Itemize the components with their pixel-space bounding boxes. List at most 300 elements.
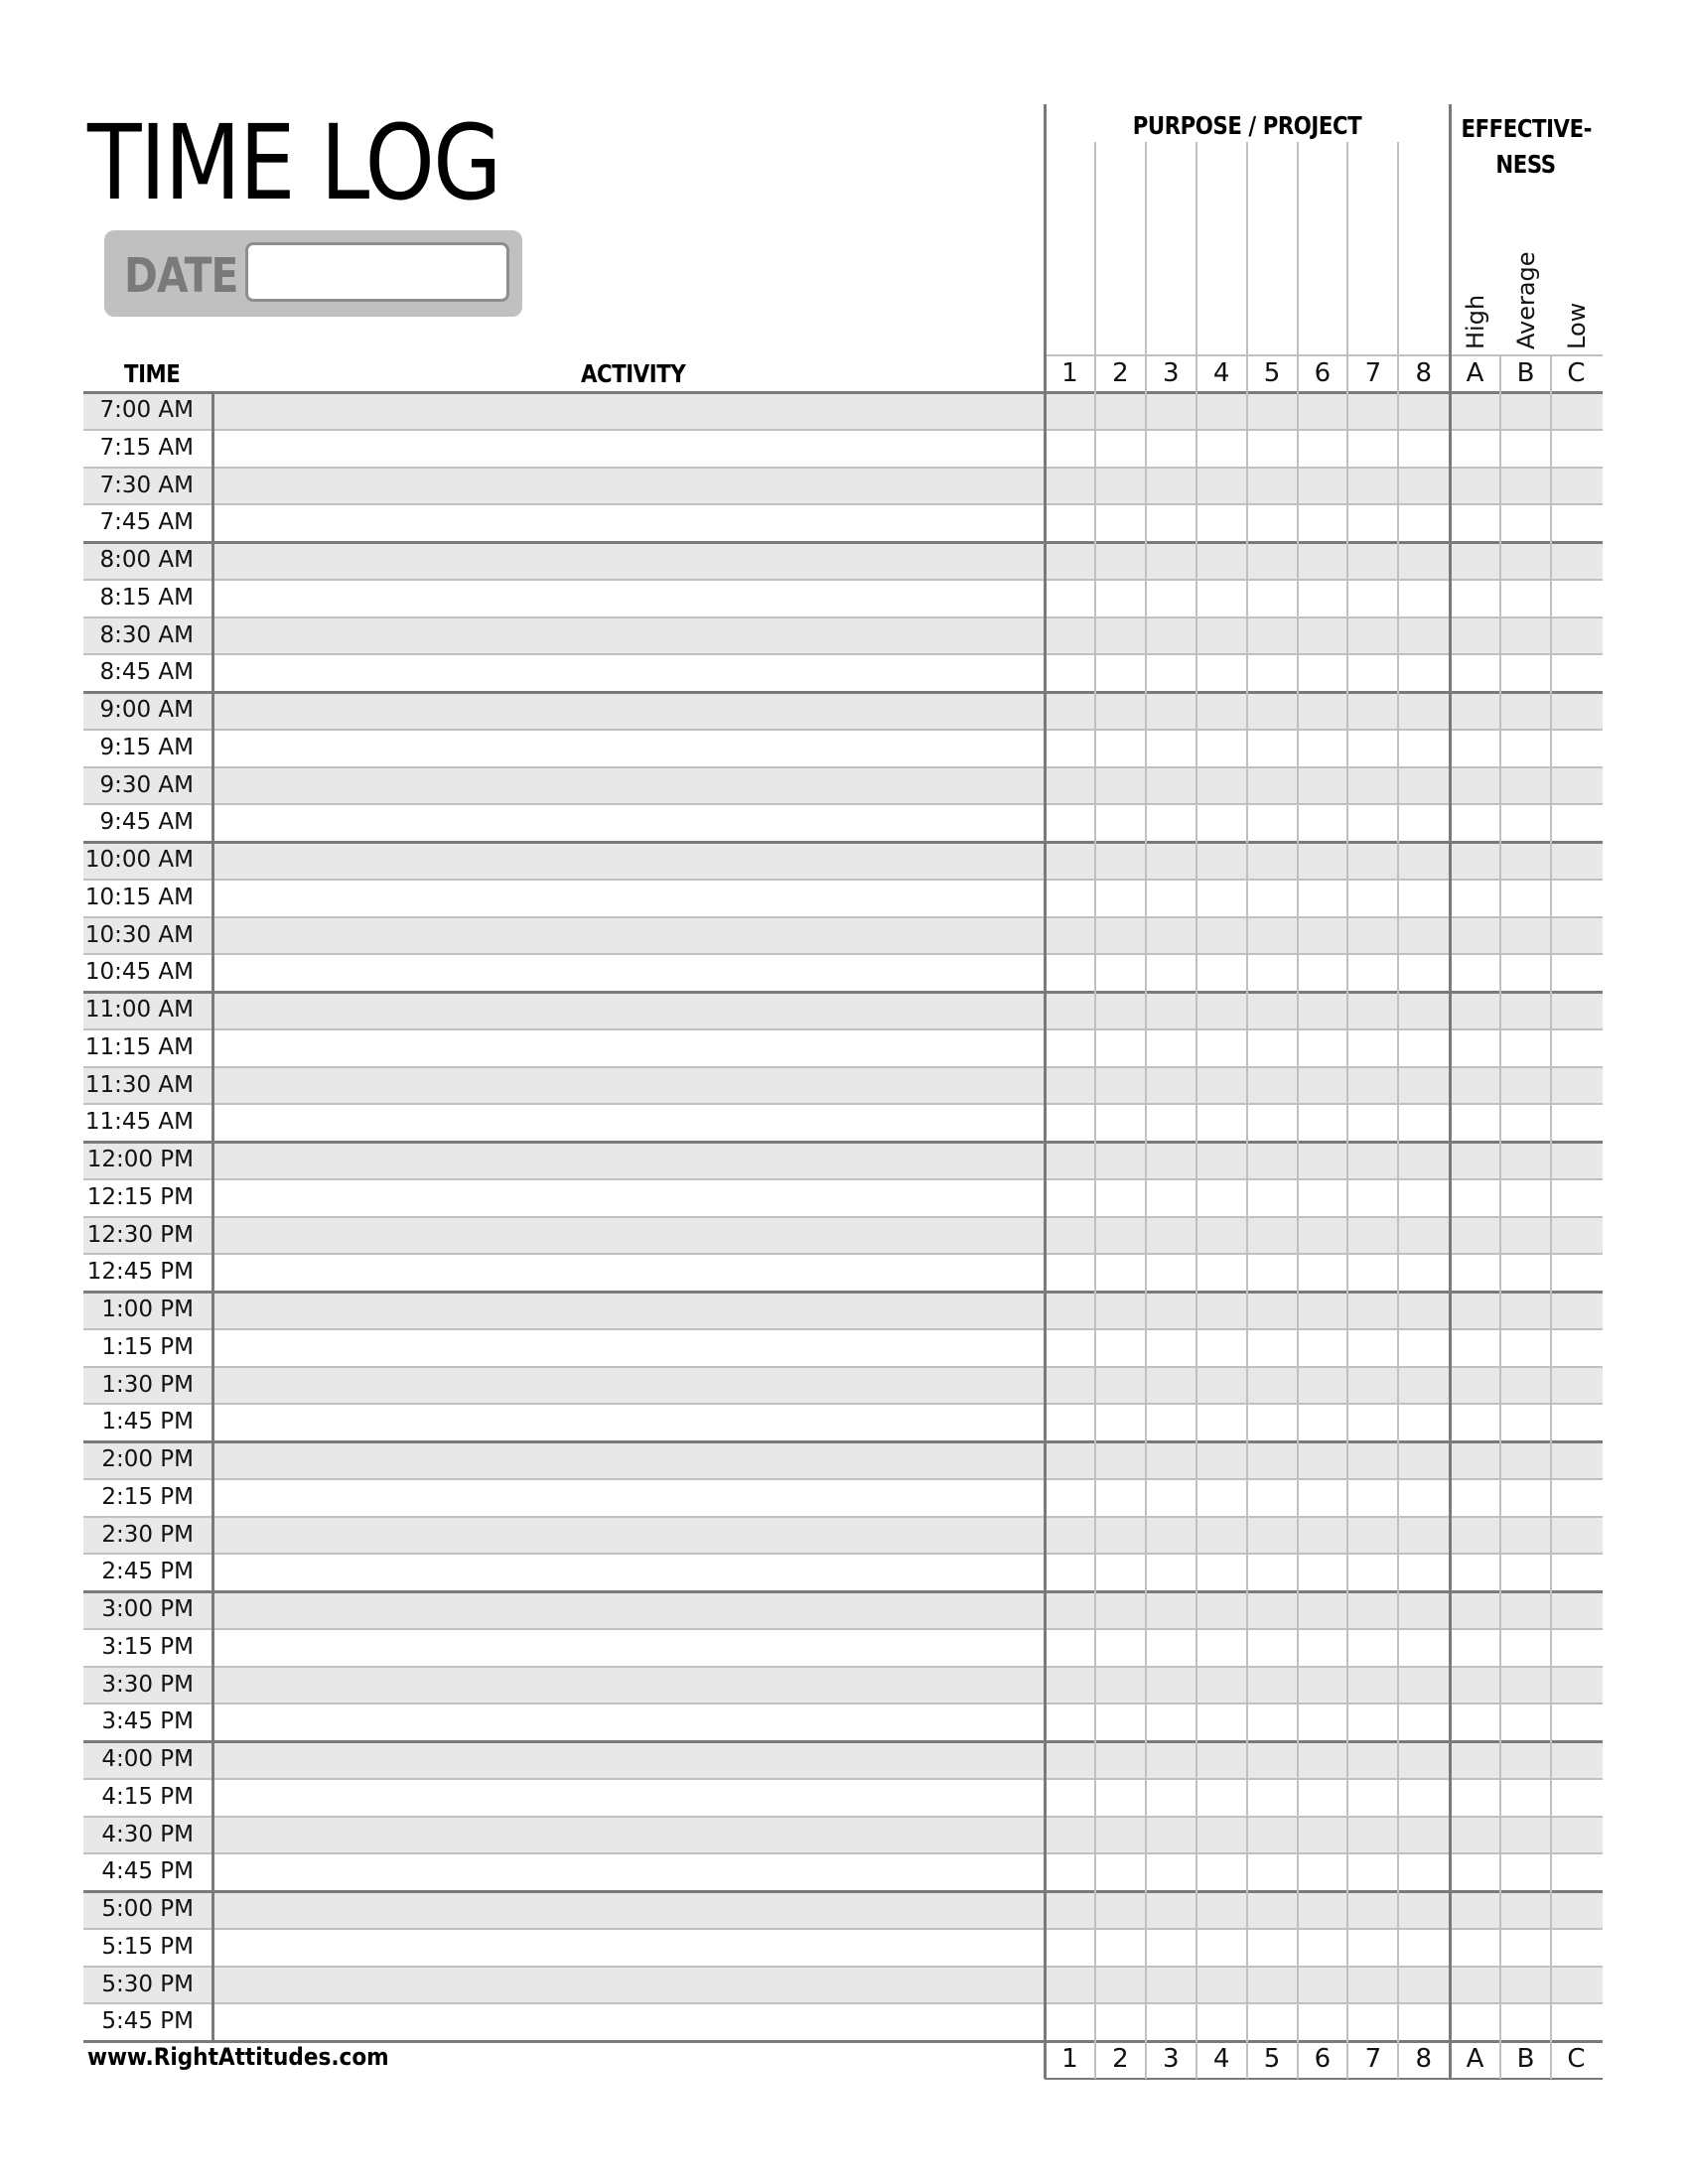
purpose-cell-1[interactable] [1045,1479,1095,1517]
purpose-cell-5[interactable] [1247,692,1298,730]
purpose-cell-2[interactable] [1095,1029,1146,1067]
effectiveness-cell-B[interactable] [1500,1704,1551,1741]
purpose-cell-4[interactable] [1196,880,1247,917]
purpose-cell-8[interactable] [1398,804,1449,842]
activity-cell[interactable] [212,1629,1043,1667]
purpose-cell-1[interactable] [1045,1629,1095,1667]
purpose-cell-3[interactable] [1146,1441,1196,1479]
effectiveness-cell-B[interactable] [1500,767,1551,805]
purpose-cell-8[interactable] [1398,1967,1449,2004]
purpose-cell-1[interactable] [1045,1142,1095,1179]
purpose-cell-6[interactable] [1298,1667,1348,1705]
effectiveness-cell-C[interactable] [1551,1067,1602,1105]
purpose-cell-3[interactable] [1146,692,1196,730]
purpose-cell-5[interactable] [1247,1329,1298,1367]
purpose-cell-6[interactable] [1298,880,1348,917]
purpose-cell-2[interactable] [1095,804,1146,842]
purpose-cell-4[interactable] [1196,1479,1247,1517]
activity-cell[interactable] [212,1217,1043,1255]
purpose-cell-1[interactable] [1045,992,1095,1029]
purpose-cell-2[interactable] [1095,1179,1146,1217]
purpose-cell-6[interactable] [1298,392,1348,430]
effectiveness-cell-C[interactable] [1551,1142,1602,1179]
effectiveness-cell-C[interactable] [1551,542,1602,580]
effectiveness-cell-A[interactable] [1450,1254,1500,1292]
purpose-cell-2[interactable] [1095,1704,1146,1741]
purpose-cell-2[interactable] [1095,1254,1146,1292]
effectiveness-cell-C[interactable] [1551,1741,1602,1779]
purpose-cell-6[interactable] [1298,1517,1348,1555]
purpose-cell-4[interactable] [1196,1779,1247,1817]
purpose-cell-7[interactable] [1347,1404,1398,1441]
purpose-cell-8[interactable] [1398,1179,1449,1217]
purpose-cell-1[interactable] [1045,1853,1095,1891]
purpose-cell-4[interactable] [1196,1292,1247,1329]
purpose-cell-8[interactable] [1398,654,1449,692]
purpose-cell-2[interactable] [1095,1741,1146,1779]
purpose-cell-8[interactable] [1398,430,1449,468]
purpose-cell-4[interactable] [1196,392,1247,430]
purpose-cell-3[interactable] [1146,1891,1196,1929]
effectiveness-cell-C[interactable] [1551,1104,1602,1142]
effectiveness-cell-C[interactable] [1551,1254,1602,1292]
purpose-cell-3[interactable] [1146,542,1196,580]
effectiveness-cell-C[interactable] [1551,1029,1602,1067]
effectiveness-cell-B[interactable] [1500,1629,1551,1667]
effectiveness-cell-B[interactable] [1500,992,1551,1029]
purpose-cell-7[interactable] [1347,1067,1398,1105]
effectiveness-cell-A[interactable] [1450,1441,1500,1479]
activity-cell[interactable] [212,1067,1043,1105]
effectiveness-cell-C[interactable] [1551,1517,1602,1555]
purpose-cell-1[interactable] [1045,430,1095,468]
purpose-cell-2[interactable] [1095,1817,1146,1854]
purpose-cell-7[interactable] [1347,1967,1398,2004]
effectiveness-cell-C[interactable] [1551,430,1602,468]
purpose-cell-3[interactable] [1146,917,1196,955]
purpose-cell-1[interactable] [1045,468,1095,505]
purpose-cell-5[interactable] [1247,1479,1298,1517]
purpose-cell-2[interactable] [1095,1479,1146,1517]
purpose-cell-1[interactable] [1045,1554,1095,1591]
purpose-cell-8[interactable] [1398,2003,1449,2041]
purpose-cell-8[interactable] [1398,1104,1449,1142]
purpose-cell-5[interactable] [1247,1667,1298,1705]
purpose-cell-5[interactable] [1247,1254,1298,1292]
effectiveness-cell-B[interactable] [1500,917,1551,955]
purpose-cell-6[interactable] [1298,1029,1348,1067]
effectiveness-cell-A[interactable] [1450,1817,1500,1854]
purpose-cell-2[interactable] [1095,1929,1146,1967]
activity-cell[interactable] [212,767,1043,805]
purpose-cell-3[interactable] [1146,2003,1196,2041]
purpose-cell-7[interactable] [1347,1817,1398,1854]
effectiveness-cell-B[interactable] [1500,1891,1551,1929]
purpose-cell-3[interactable] [1146,992,1196,1029]
effectiveness-cell-A[interactable] [1450,767,1500,805]
purpose-cell-1[interactable] [1045,1667,1095,1705]
purpose-cell-3[interactable] [1146,1591,1196,1629]
effectiveness-cell-A[interactable] [1450,692,1500,730]
purpose-cell-8[interactable] [1398,1067,1449,1105]
purpose-cell-7[interactable] [1347,1779,1398,1817]
activity-cell[interactable] [212,1254,1043,1292]
purpose-cell-8[interactable] [1398,692,1449,730]
purpose-cell-7[interactable] [1347,730,1398,767]
purpose-cell-1[interactable] [1045,730,1095,767]
effectiveness-cell-B[interactable] [1500,1179,1551,1217]
effectiveness-cell-A[interactable] [1450,1517,1500,1555]
purpose-cell-3[interactable] [1146,1517,1196,1555]
activity-cell[interactable] [212,1853,1043,1891]
purpose-cell-1[interactable] [1045,1292,1095,1329]
purpose-cell-8[interactable] [1398,392,1449,430]
effectiveness-cell-C[interactable] [1551,1367,1602,1405]
effectiveness-cell-C[interactable] [1551,468,1602,505]
effectiveness-cell-C[interactable] [1551,1329,1602,1367]
purpose-cell-1[interactable] [1045,580,1095,617]
effectiveness-cell-A[interactable] [1450,2003,1500,2041]
effectiveness-cell-A[interactable] [1450,1554,1500,1591]
effectiveness-cell-B[interactable] [1500,1517,1551,1555]
purpose-cell-3[interactable] [1146,1629,1196,1667]
effectiveness-cell-C[interactable] [1551,842,1602,880]
purpose-cell-5[interactable] [1247,1029,1298,1067]
activity-cell[interactable] [212,2003,1043,2041]
effectiveness-cell-C[interactable] [1551,1629,1602,1667]
purpose-cell-2[interactable] [1095,1067,1146,1105]
effectiveness-cell-B[interactable] [1500,430,1551,468]
purpose-cell-1[interactable] [1045,954,1095,992]
purpose-cell-2[interactable] [1095,1554,1146,1591]
purpose-cell-3[interactable] [1146,1404,1196,1441]
activity-cell[interactable] [212,1817,1043,1854]
effectiveness-cell-A[interactable] [1450,1292,1500,1329]
purpose-cell-7[interactable] [1347,1667,1398,1705]
purpose-cell-8[interactable] [1398,1479,1449,1517]
purpose-cell-6[interactable] [1298,1179,1348,1217]
purpose-cell-2[interactable] [1095,880,1146,917]
effectiveness-cell-C[interactable] [1551,730,1602,767]
purpose-cell-7[interactable] [1347,617,1398,655]
activity-cell[interactable] [212,730,1043,767]
purpose-cell-4[interactable] [1196,504,1247,542]
purpose-cell-5[interactable] [1247,804,1298,842]
effectiveness-cell-B[interactable] [1500,392,1551,430]
effectiveness-cell-A[interactable] [1450,1479,1500,1517]
purpose-cell-2[interactable] [1095,767,1146,805]
effectiveness-cell-B[interactable] [1500,1104,1551,1142]
activity-cell[interactable] [212,1441,1043,1479]
purpose-cell-4[interactable] [1196,1741,1247,1779]
purpose-cell-7[interactable] [1347,954,1398,992]
purpose-cell-2[interactable] [1095,468,1146,505]
purpose-cell-8[interactable] [1398,1853,1449,1891]
activity-cell[interactable] [212,1741,1043,1779]
purpose-cell-4[interactable] [1196,917,1247,955]
effectiveness-cell-B[interactable] [1500,1404,1551,1441]
purpose-cell-6[interactable] [1298,1929,1348,1967]
purpose-cell-4[interactable] [1196,1967,1247,2004]
purpose-cell-1[interactable] [1045,1517,1095,1555]
purpose-cell-6[interactable] [1298,617,1348,655]
purpose-cell-5[interactable] [1247,1779,1298,1817]
effectiveness-cell-C[interactable] [1551,1704,1602,1741]
purpose-cell-6[interactable] [1298,1329,1348,1367]
purpose-cell-4[interactable] [1196,1704,1247,1741]
purpose-cell-2[interactable] [1095,2003,1146,2041]
purpose-cell-7[interactable] [1347,580,1398,617]
purpose-cell-5[interactable] [1247,654,1298,692]
purpose-cell-3[interactable] [1146,1254,1196,1292]
purpose-cell-3[interactable] [1146,1667,1196,1705]
effectiveness-cell-A[interactable] [1450,1779,1500,1817]
effectiveness-cell-A[interactable] [1450,1853,1500,1891]
purpose-cell-2[interactable] [1095,1967,1146,2004]
purpose-cell-8[interactable] [1398,1629,1449,1667]
activity-cell[interactable] [212,1517,1043,1555]
effectiveness-cell-C[interactable] [1551,1591,1602,1629]
purpose-cell-7[interactable] [1347,1367,1398,1405]
effectiveness-cell-C[interactable] [1551,992,1602,1029]
activity-cell[interactable] [212,804,1043,842]
effectiveness-cell-B[interactable] [1500,1142,1551,1179]
effectiveness-cell-B[interactable] [1500,617,1551,655]
effectiveness-cell-C[interactable] [1551,654,1602,692]
effectiveness-cell-B[interactable] [1500,1817,1551,1854]
purpose-cell-5[interactable] [1247,1967,1298,2004]
purpose-cell-5[interactable] [1247,1142,1298,1179]
effectiveness-cell-A[interactable] [1450,1404,1500,1441]
activity-cell[interactable] [212,654,1043,692]
purpose-cell-6[interactable] [1298,2003,1348,2041]
purpose-cell-2[interactable] [1095,1217,1146,1255]
purpose-cell-5[interactable] [1247,1629,1298,1667]
activity-cell[interactable] [212,617,1043,655]
purpose-cell-6[interactable] [1298,1629,1348,1667]
purpose-cell-6[interactable] [1298,1704,1348,1741]
effectiveness-cell-C[interactable] [1551,692,1602,730]
effectiveness-cell-B[interactable] [1500,1441,1551,1479]
purpose-cell-3[interactable] [1146,504,1196,542]
effectiveness-cell-B[interactable] [1500,1929,1551,1967]
purpose-cell-2[interactable] [1095,580,1146,617]
effectiveness-cell-A[interactable] [1450,1067,1500,1105]
purpose-cell-1[interactable] [1045,1029,1095,1067]
purpose-cell-8[interactable] [1398,468,1449,505]
purpose-cell-2[interactable] [1095,1779,1146,1817]
effectiveness-cell-A[interactable] [1450,430,1500,468]
purpose-cell-4[interactable] [1196,654,1247,692]
purpose-cell-8[interactable] [1398,1591,1449,1629]
purpose-cell-1[interactable] [1045,804,1095,842]
purpose-cell-6[interactable] [1298,692,1348,730]
purpose-cell-5[interactable] [1247,1367,1298,1405]
effectiveness-cell-A[interactable] [1450,992,1500,1029]
purpose-cell-3[interactable] [1146,1367,1196,1405]
purpose-cell-6[interactable] [1298,767,1348,805]
purpose-cell-5[interactable] [1247,880,1298,917]
purpose-cell-3[interactable] [1146,880,1196,917]
purpose-cell-7[interactable] [1347,1029,1398,1067]
purpose-cell-1[interactable] [1045,1179,1095,1217]
purpose-cell-1[interactable] [1045,504,1095,542]
purpose-cell-6[interactable] [1298,654,1348,692]
effectiveness-cell-A[interactable] [1450,1029,1500,1067]
purpose-cell-5[interactable] [1247,2003,1298,2041]
purpose-cell-1[interactable] [1045,767,1095,805]
effectiveness-cell-B[interactable] [1500,1667,1551,1705]
purpose-cell-6[interactable] [1298,1292,1348,1329]
purpose-cell-8[interactable] [1398,504,1449,542]
purpose-cell-4[interactable] [1196,1441,1247,1479]
purpose-cell-5[interactable] [1247,430,1298,468]
purpose-cell-5[interactable] [1247,1217,1298,1255]
activity-cell[interactable] [212,580,1043,617]
purpose-cell-5[interactable] [1247,468,1298,505]
purpose-cell-5[interactable] [1247,1741,1298,1779]
purpose-cell-4[interactable] [1196,1329,1247,1367]
effectiveness-cell-C[interactable] [1551,1929,1602,1967]
purpose-cell-5[interactable] [1247,992,1298,1029]
purpose-cell-2[interactable] [1095,1404,1146,1441]
purpose-cell-7[interactable] [1347,880,1398,917]
purpose-cell-5[interactable] [1247,1891,1298,1929]
purpose-cell-3[interactable] [1146,842,1196,880]
purpose-cell-6[interactable] [1298,842,1348,880]
purpose-cell-5[interactable] [1247,842,1298,880]
purpose-cell-6[interactable] [1298,504,1348,542]
purpose-cell-5[interactable] [1247,1591,1298,1629]
activity-cell[interactable] [212,1967,1043,2004]
effectiveness-cell-C[interactable] [1551,767,1602,805]
purpose-cell-4[interactable] [1196,992,1247,1029]
purpose-cell-7[interactable] [1347,1329,1398,1367]
purpose-cell-2[interactable] [1095,1292,1146,1329]
purpose-cell-5[interactable] [1247,1853,1298,1891]
purpose-cell-7[interactable] [1347,1142,1398,1179]
activity-cell[interactable] [212,1029,1043,1067]
purpose-cell-8[interactable] [1398,1891,1449,1929]
effectiveness-cell-B[interactable] [1500,1779,1551,1817]
effectiveness-cell-B[interactable] [1500,692,1551,730]
purpose-cell-5[interactable] [1247,392,1298,430]
effectiveness-cell-A[interactable] [1450,1929,1500,1967]
effectiveness-cell-A[interactable] [1450,730,1500,767]
purpose-cell-6[interactable] [1298,1853,1348,1891]
effectiveness-cell-B[interactable] [1500,1029,1551,1067]
purpose-cell-6[interactable] [1298,468,1348,505]
purpose-cell-1[interactable] [1045,880,1095,917]
purpose-cell-4[interactable] [1196,1217,1247,1255]
effectiveness-cell-A[interactable] [1450,392,1500,430]
purpose-cell-2[interactable] [1095,1891,1146,1929]
activity-cell[interactable] [212,992,1043,1029]
purpose-cell-7[interactable] [1347,1479,1398,1517]
purpose-cell-1[interactable] [1045,917,1095,955]
purpose-cell-1[interactable] [1045,842,1095,880]
activity-cell[interactable] [212,954,1043,992]
effectiveness-cell-C[interactable] [1551,1179,1602,1217]
effectiveness-cell-B[interactable] [1500,1217,1551,1255]
date-field[interactable] [245,242,509,302]
purpose-cell-3[interactable] [1146,468,1196,505]
purpose-cell-3[interactable] [1146,1029,1196,1067]
effectiveness-cell-A[interactable] [1450,1629,1500,1667]
purpose-cell-2[interactable] [1095,730,1146,767]
purpose-cell-5[interactable] [1247,1929,1298,1967]
purpose-cell-6[interactable] [1298,992,1348,1029]
effectiveness-cell-A[interactable] [1450,1704,1500,1741]
purpose-cell-5[interactable] [1247,1104,1298,1142]
purpose-cell-6[interactable] [1298,917,1348,955]
purpose-cell-2[interactable] [1095,1329,1146,1367]
effectiveness-cell-C[interactable] [1551,617,1602,655]
purpose-cell-7[interactable] [1347,804,1398,842]
effectiveness-cell-B[interactable] [1500,654,1551,692]
purpose-cell-6[interactable] [1298,804,1348,842]
purpose-cell-8[interactable] [1398,617,1449,655]
purpose-cell-8[interactable] [1398,954,1449,992]
activity-cell[interactable] [212,392,1043,430]
purpose-cell-3[interactable] [1146,1929,1196,1967]
effectiveness-cell-B[interactable] [1500,880,1551,917]
purpose-cell-4[interactable] [1196,1367,1247,1405]
purpose-cell-6[interactable] [1298,1254,1348,1292]
purpose-cell-7[interactable] [1347,1704,1398,1741]
purpose-cell-5[interactable] [1247,580,1298,617]
effectiveness-cell-C[interactable] [1551,1853,1602,1891]
purpose-cell-6[interactable] [1298,1779,1348,1817]
activity-cell[interactable] [212,1704,1043,1741]
purpose-cell-1[interactable] [1045,1254,1095,1292]
purpose-cell-4[interactable] [1196,1667,1247,1705]
effectiveness-cell-A[interactable] [1450,1667,1500,1705]
purpose-cell-7[interactable] [1347,1217,1398,1255]
effectiveness-cell-A[interactable] [1450,1741,1500,1779]
purpose-cell-2[interactable] [1095,392,1146,430]
purpose-cell-8[interactable] [1398,1441,1449,1479]
purpose-cell-1[interactable] [1045,1104,1095,1142]
purpose-cell-8[interactable] [1398,1704,1449,1741]
effectiveness-cell-B[interactable] [1500,580,1551,617]
purpose-cell-1[interactable] [1045,654,1095,692]
purpose-cell-8[interactable] [1398,1404,1449,1441]
effectiveness-cell-B[interactable] [1500,842,1551,880]
purpose-cell-8[interactable] [1398,1292,1449,1329]
purpose-cell-3[interactable] [1146,1217,1196,1255]
purpose-cell-4[interactable] [1196,1029,1247,1067]
purpose-cell-6[interactable] [1298,1817,1348,1854]
effectiveness-cell-A[interactable] [1450,1367,1500,1405]
purpose-cell-3[interactable] [1146,1329,1196,1367]
purpose-cell-2[interactable] [1095,1853,1146,1891]
purpose-cell-7[interactable] [1347,392,1398,430]
purpose-cell-6[interactable] [1298,1741,1348,1779]
effectiveness-cell-A[interactable] [1450,917,1500,955]
purpose-cell-4[interactable] [1196,1891,1247,1929]
effectiveness-cell-B[interactable] [1500,1853,1551,1891]
purpose-cell-5[interactable] [1247,1554,1298,1591]
purpose-cell-3[interactable] [1146,1142,1196,1179]
effectiveness-cell-B[interactable] [1500,954,1551,992]
purpose-cell-8[interactable] [1398,1367,1449,1405]
activity-cell[interactable] [212,1554,1043,1591]
activity-cell[interactable] [212,1367,1043,1405]
purpose-cell-7[interactable] [1347,1741,1398,1779]
purpose-cell-8[interactable] [1398,1929,1449,1967]
purpose-cell-1[interactable] [1045,542,1095,580]
